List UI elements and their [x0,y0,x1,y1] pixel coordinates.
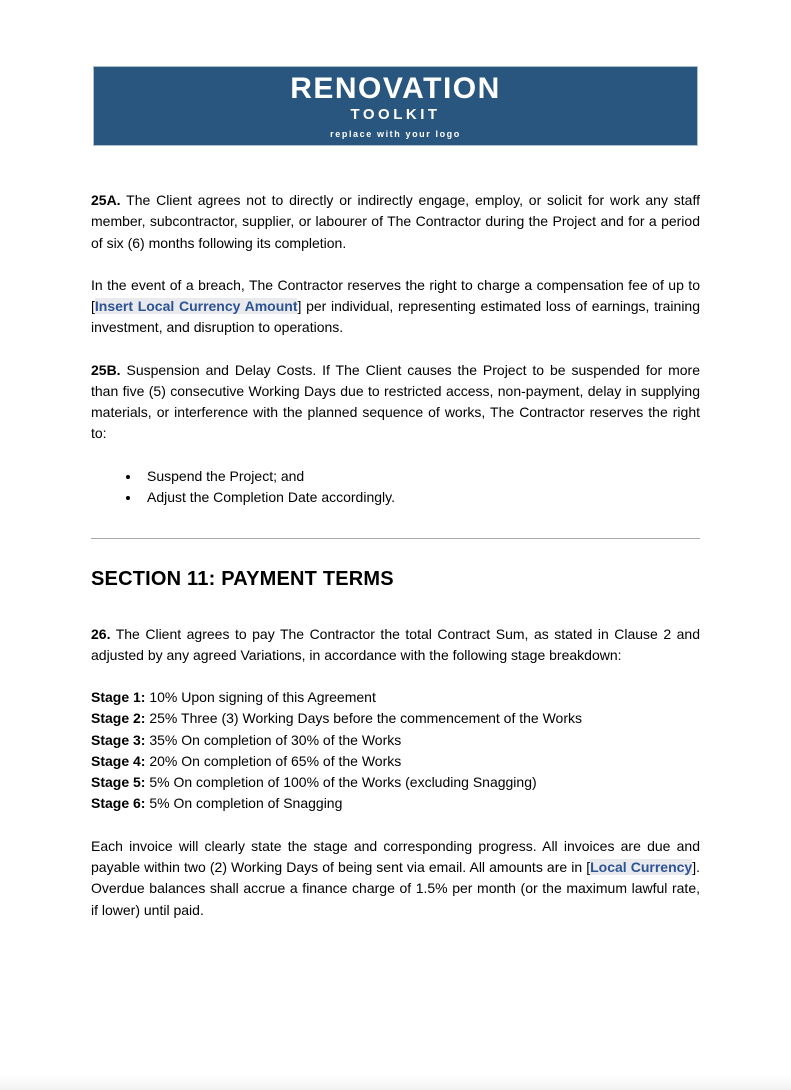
clause-26 [91,624,700,667]
stage-label: Stage 3: [91,731,146,748]
clause-25b [91,360,700,445]
stage-text: 10% Upon signing of this Agreement [149,689,376,706]
clause-breach-text-after: ] per individual, representing estimated loss of earnings, training investment, and disruption to operations. [91,298,701,336]
list-item: • Adjust the Completion Date accordingly. [141,487,700,508]
remedy-bullet-list [91,466,700,509]
stage-text: 20% On completion of 65% of the Works [149,752,402,769]
stage-text: 5% On completion of Snagging [149,795,343,812]
stage-label: Stage 6: [91,795,146,812]
stage-text: 35% On completion of 30% of the Works [149,731,402,748]
stage-label: Stage 5: [91,774,146,791]
stage-line [91,793,700,814]
logo-banner [93,66,698,146]
logo-subtitle: TOOLKIT [350,106,441,124]
stage-label: Stage 1: [91,689,146,706]
stage-line [91,687,700,708]
clause-breach-text-before: In the event of a breach, The Contractor reserves the right to charge a compensation fee of up to [ [91,276,700,315]
clause-25a-number: 25A. [91,192,121,208]
clause-breach [91,275,700,339]
logo-title: RENOVATION [290,71,501,105]
section-11-heading: SECTION 11: PAYMENT TERMS [91,568,394,591]
local-currency-placeholder-field[interactable]: Local Currency [590,858,693,875]
clause-invoice-text-before: Each invoice will clearly state the stage and corresponding progress. All invoices are due and payable within two (2) Working Days of being sent via email. All amounts are in [ [91,837,700,875]
clause-invoice [91,836,700,921]
clause-25b-text: Suspension and Delay Costs. If The Client causes the Project to be suspended for more than five (5) consecutive Working Days due to restricted access, non-payment, delay in supplying materials, or interference with the planned sequence of works, The Contractor reserves the right to: [91,361,701,442]
list-item: • Suspend the Project; and [141,466,700,487]
logo-placeholder-hint: replace with your logo [330,128,461,139]
clause-invoice-text-after: ]. Overdue balances shall accrue a finance charge of 1.5% per month (or the maximum lawful rate, if lower) until paid. [91,858,700,918]
currency-amount-placeholder-field[interactable]: Insert Local Currency Amount [94,298,298,315]
stage-line [91,751,700,772]
stage-label: Stage 2: [91,710,146,727]
stage-line [91,730,700,751]
stage-text: 25% Three (3) Working Days before the commencement of the Works [149,710,582,727]
clause-25b-number: 25B. [91,361,121,378]
clause-25a [91,190,700,254]
stage-text: 5% On completion of 100% of the Works (excluding Snagging) [149,774,537,791]
section-divider [91,538,700,539]
stage-line [91,772,700,793]
stage-line [91,708,700,729]
document-content [91,190,700,921]
clause-26-text: The Client agrees to pay The Contractor the total Contract Sum, as stated in Clause 2 and adjusted by any agreed Variations, in accordance with the following stage breakdown: [91,625,700,663]
document-page [0,66,791,1090]
clause-25a-text: The Client agrees not to directly or indirectly engage, employ, or solicit for work any staff member, subcontractor, supplier, or labourer of The Contractor during the Project and for a period of six (6) months following its completion. [91,192,700,251]
stage-label: Stage 4: [91,752,146,769]
payment-stage-list [91,687,700,815]
clause-26-number: 26. [91,625,111,642]
page-bottom-edge [0,1074,791,1090]
